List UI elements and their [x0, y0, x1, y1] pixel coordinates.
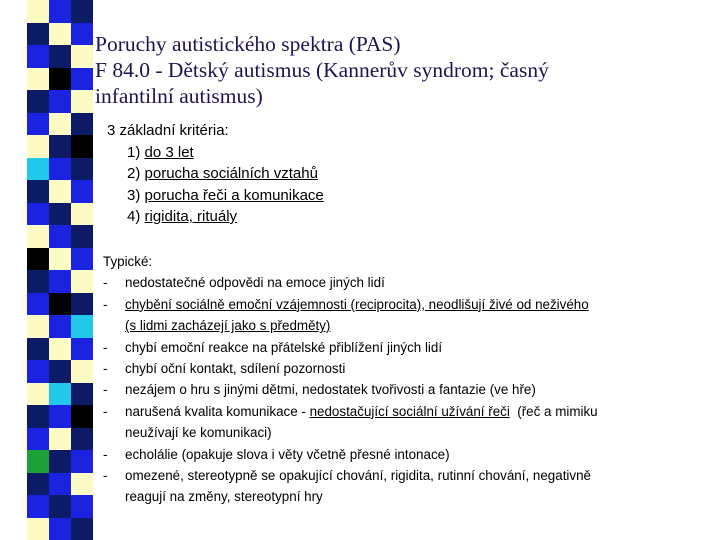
criteria-text: do 3 let [144, 143, 194, 161]
typical-item [103, 294, 693, 315]
typical-item-continuation: reagují na změny, stereotypní hry [125, 489, 323, 505]
typical-heading: Typické: [103, 254, 153, 269]
typical-item-text: echolálie (opakuje slova i věty včetně přesné intonace) [125, 446, 450, 462]
typical-list [103, 251, 693, 508]
strip-square [49, 495, 71, 518]
strip-square [49, 225, 71, 248]
strip-square [49, 383, 71, 406]
strip-square [71, 495, 93, 518]
strip-square [71, 473, 93, 496]
criteria-text: porucha sociálních vztahů [144, 165, 318, 182]
strip-square [27, 450, 49, 473]
strip-square [27, 383, 49, 406]
strip-square [27, 495, 49, 518]
criteria-number: 4) [127, 208, 145, 225]
strip-square [49, 473, 71, 496]
slide-title [95, 31, 705, 109]
strip-square [71, 315, 93, 338]
strip-square [27, 518, 49, 540]
strip-square [71, 293, 93, 316]
strip-square [71, 338, 93, 361]
strip-square [49, 90, 71, 113]
strip-square [27, 135, 49, 158]
typical-item-text: chybí oční kontakt, sdílení pozornosti [125, 361, 346, 377]
strip-square [71, 428, 93, 451]
strip-square [49, 293, 71, 316]
strip-square [49, 113, 71, 136]
typical-item-text [125, 401, 598, 422]
strip-square [27, 293, 49, 316]
typical-item-text-underlined: nedostačující sociální užívání řeči [309, 403, 510, 419]
strip-square [49, 23, 71, 46]
typical-item [103, 379, 693, 400]
strip-square [27, 338, 49, 361]
strip-square [71, 405, 93, 428]
strip-square [49, 248, 71, 271]
strip-square [49, 270, 71, 293]
title-line-3: infantilní autismus) [95, 84, 263, 108]
typical-item [103, 401, 693, 422]
typical-item [103, 337, 693, 358]
strip-square [27, 113, 49, 136]
strip-square [49, 315, 71, 338]
strip-square [71, 90, 93, 113]
criteria-item [127, 206, 324, 228]
strip-square [71, 203, 93, 226]
criteria-heading: 3 základní kritéria: [107, 122, 229, 139]
criteria-item [127, 163, 324, 185]
strip-square [27, 203, 49, 226]
criteria-item [127, 185, 324, 207]
typical-item-text: nezájem o hru s jinými dětmi, nedostatek tvořivosti a fantazie (ve hře) [125, 382, 536, 398]
typical-item [103, 444, 693, 465]
strip-square [71, 68, 93, 91]
bullet-dash: - [103, 361, 108, 377]
strip-square [71, 0, 93, 23]
criteria-text: rigidita, rituály [144, 208, 238, 225]
strip-square [27, 90, 49, 113]
strip-square [27, 405, 49, 428]
strip-square [49, 428, 71, 451]
typical-item [103, 465, 693, 486]
typical-item-text: chybí emoční reakce na přátelské přiblížení jiných lidí [125, 339, 443, 355]
strip-square [27, 315, 49, 338]
typical-item-text: chybění sociálně emoční vzájemnosti (reciprocita), neodlišují živé od neživého [125, 296, 589, 312]
decorative-color-strip [0, 0, 96, 540]
typical-item-continuation: neužívají ke komunikaci) [125, 425, 272, 441]
strip-square [27, 180, 49, 203]
criteria-list [107, 120, 324, 228]
strip-square [71, 383, 93, 406]
bullet-dash: - [103, 296, 108, 312]
strip-square [27, 23, 49, 46]
bullet-dash: - [103, 468, 108, 484]
bullet-dash: - [103, 339, 108, 355]
strip-square [27, 158, 49, 181]
strip-square [27, 428, 49, 451]
strip-square [49, 68, 71, 91]
strip-square [71, 158, 93, 181]
strip-square [49, 405, 71, 428]
strip-square [49, 135, 71, 158]
bullet-dash: - [103, 446, 108, 462]
title-line-2: F 84.0 - Dětský autismus (Kannerův syndrom; časný [95, 58, 549, 82]
typical-item-text-part: (řeč a mimiku [509, 403, 598, 419]
strip-square [27, 0, 49, 23]
strip-square [71, 360, 93, 383]
strip-square [71, 45, 93, 68]
criteria-text: porucha řeči a komunikace [144, 186, 324, 204]
bullet-dash: - [103, 403, 108, 419]
strip-square [49, 0, 71, 23]
title-line-1: Poruchy autistického spektra (PAS) [95, 32, 401, 56]
criteria-number: 3) [127, 186, 145, 204]
strip-square [71, 518, 93, 540]
strip-square [49, 360, 71, 383]
strip-square [27, 270, 49, 293]
criteria-number: 1) [127, 143, 145, 161]
strip-square [71, 113, 93, 136]
typical-item-text: nedostatečné odpovědi na emoce jiných lidí [125, 275, 385, 291]
strip-square [71, 270, 93, 293]
strip-square [49, 158, 71, 181]
strip-square [27, 225, 49, 248]
strip-square [49, 518, 71, 540]
strip-square [49, 450, 71, 473]
strip-square [49, 203, 71, 226]
typical-item-text-part: narušená kvalita komunikace - [125, 403, 310, 419]
strip-square [27, 360, 49, 383]
strip-square [27, 473, 49, 496]
bullet-dash: - [103, 275, 108, 291]
strip-square [27, 45, 49, 68]
strip-square [71, 135, 93, 158]
typical-item-text: omezené, stereotypně se opakující chování, rigidita, rutinní chování, negativně [125, 468, 591, 484]
strip-square [71, 23, 93, 46]
strip-square [49, 180, 71, 203]
strip-square [49, 338, 71, 361]
typical-item [103, 272, 693, 293]
strip-square [71, 450, 93, 473]
strip-square [71, 225, 93, 248]
criteria-item [127, 142, 324, 164]
strip-square [27, 248, 49, 271]
typical-item-continuation: (s lidmi zacházejí jako s předměty) [125, 318, 331, 334]
strip-square [71, 180, 93, 203]
typical-item [103, 358, 693, 379]
bullet-dash: - [103, 382, 108, 398]
criteria-number: 2) [127, 165, 145, 182]
strip-square [71, 248, 93, 271]
strip-square [27, 68, 49, 91]
strip-square [49, 45, 71, 68]
